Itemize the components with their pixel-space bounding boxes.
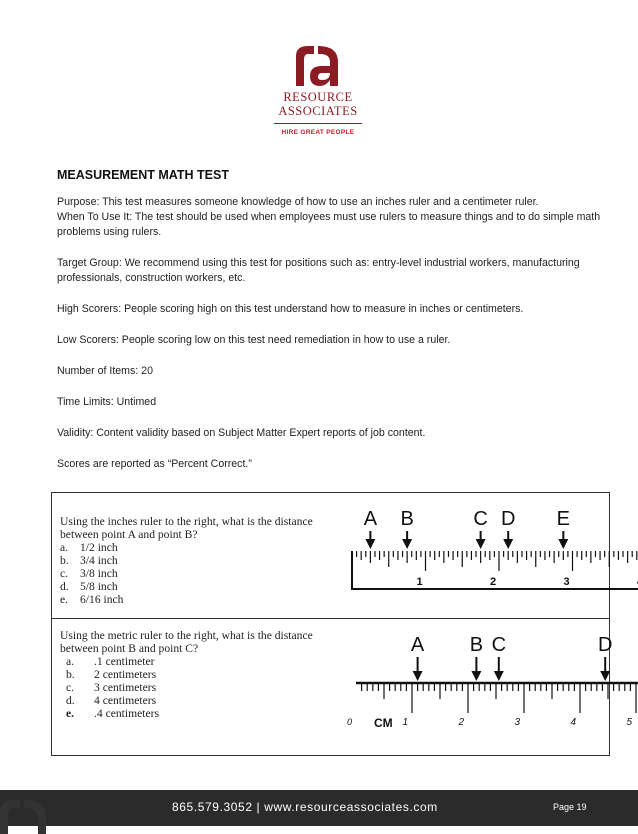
- q1-option-b: [60, 554, 320, 567]
- purpose-text: Purpose: This test measures someone knowledge of how to use an inches ruler and a centimeter ruler.: [57, 196, 539, 208]
- inch-point-a-head: [365, 539, 375, 549]
- q2-option-b: [60, 668, 320, 681]
- question-2: [60, 629, 320, 720]
- option-text: .1 centimeter: [94, 655, 155, 668]
- q2-option-c: [60, 681, 320, 694]
- ra-logo-mark: [292, 42, 344, 88]
- sample-questions-table: [51, 492, 610, 756]
- cm-point-a-head: [413, 671, 423, 681]
- cm-number: 0: [347, 717, 352, 727]
- page-number: Page 19: [553, 802, 587, 812]
- page-footer: [0, 790, 638, 826]
- validity-text: Validity: Content validity based on Subject Matter Expert reports of job content.: [57, 426, 617, 441]
- cm-number: 1: [402, 717, 408, 728]
- option-text: 2 centimeters: [94, 668, 156, 681]
- cm-point-d-head: [600, 671, 610, 681]
- cm-point-c-label: C: [492, 634, 506, 656]
- time-limits-text: Time Limits: Untimed: [57, 395, 617, 410]
- q2-option-d: [60, 694, 320, 707]
- cm-point-b-head: [471, 671, 481, 681]
- option-letter: c.: [60, 681, 94, 694]
- option-text: 6/16 inch: [80, 593, 123, 606]
- purpose-paragraph: [57, 195, 617, 240]
- scores-text: Scores are reported as “Percent Correct.”: [57, 457, 617, 472]
- number-of-items-text: Number of Items: 20: [57, 364, 617, 379]
- footer-contact: 865.579.3052 | www.resourceassociates.com: [172, 800, 438, 814]
- cm-number: 3: [514, 717, 520, 728]
- q1-option-a: [60, 541, 320, 554]
- inch-number: 2: [490, 576, 496, 588]
- page-title: MEASUREMENT MATH TEST: [57, 168, 617, 183]
- option-text: 3/4 inch: [80, 554, 118, 567]
- inch-point-d-head: [503, 539, 513, 549]
- inch-point-d-label: D: [501, 508, 515, 530]
- question-row-1: [52, 493, 609, 619]
- inches-ruler: [300, 503, 605, 611]
- cm-number: 5: [626, 717, 632, 728]
- option-letter: e.: [60, 707, 94, 720]
- inch-point-c-label: C: [473, 508, 487, 530]
- brand-tagline: HIRE GREAT PEOPLE: [268, 129, 368, 136]
- footer-logo-mark: [0, 794, 54, 834]
- option-text: 4 centimeters: [94, 694, 156, 707]
- option-letter: a.: [60, 541, 80, 554]
- inch-point-c-head: [476, 539, 486, 549]
- option-text: 3/8 inch: [80, 567, 118, 580]
- q2-option-e: [60, 707, 320, 720]
- ruler-body: [356, 683, 638, 727]
- option-text: 5/8 inch: [80, 580, 118, 593]
- option-letter: b.: [60, 668, 94, 681]
- high-scorers-text: High Scorers: People scoring high on this test understand how to measure in inches or centimeters.: [57, 302, 617, 317]
- low-scorers-text: Low Scorers: People scoring low on this test need remediation in how to use a ruler.: [57, 333, 617, 348]
- cm-number: 4: [570, 717, 576, 728]
- brand-line-1: RESOURCE: [268, 90, 368, 105]
- brand-line-2: ASSOCIATES: [268, 104, 368, 119]
- cm-point-b-label: B: [470, 634, 483, 656]
- inch-point-e-head: [558, 539, 568, 549]
- question-1: [60, 515, 320, 606]
- inch-number: 1: [416, 576, 422, 588]
- brand-divider: [274, 123, 362, 124]
- q1-option-c: [60, 567, 320, 580]
- option-text: 3 centimeters: [94, 681, 156, 694]
- option-text: .4 centimeters: [94, 707, 159, 720]
- inch-point-a-label: A: [364, 508, 378, 530]
- option-letter: e.: [60, 593, 80, 606]
- q1-option-e: [60, 593, 320, 606]
- option-letter: d.: [60, 694, 94, 707]
- option-letter: a.: [60, 655, 94, 668]
- option-letter: d.: [60, 580, 80, 593]
- inch-point-b-head: [402, 539, 412, 549]
- company-logo: [268, 42, 368, 142]
- target-group-text: Target Group: We recommend using this test for positions such as: entry-level industrial workers, manufacturing professionals, construction workers, etc.: [57, 256, 617, 286]
- cm-number: 2: [457, 717, 464, 728]
- inch-number: 3: [563, 576, 569, 588]
- when-to-use-text: When To Use It: The test should be used when employees must use rulers to measure things and to do simple math problems using rulers.: [57, 211, 600, 238]
- question-1-text: Using the inches ruler to the right, what is the distance between point A and point B?: [60, 515, 320, 541]
- inch-point-e-label: E: [557, 508, 570, 530]
- cm-point-a-label: A: [411, 634, 425, 656]
- option-letter: c.: [60, 567, 80, 580]
- q2-option-a: [60, 655, 320, 668]
- question-2-text: Using the metric ruler to the right, what is the distance between point B and point C?: [60, 629, 320, 655]
- metric-ruler: [300, 623, 605, 751]
- question-row-2: [52, 619, 609, 755]
- q1-option-d: [60, 580, 320, 593]
- cm-point-c-head: [494, 671, 504, 681]
- inch-point-b-label: B: [400, 508, 413, 530]
- option-text: 1/2 inch: [80, 541, 118, 554]
- test-description: [57, 168, 617, 488]
- cm-point-d-label: D: [598, 634, 612, 656]
- cm-unit-label: CM: [374, 716, 393, 730]
- option-letter: b.: [60, 554, 80, 567]
